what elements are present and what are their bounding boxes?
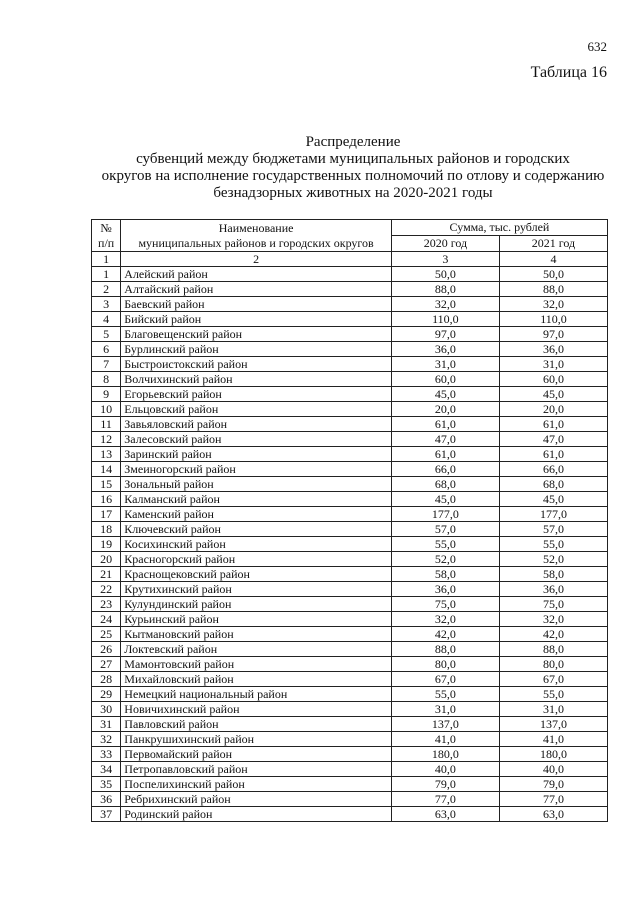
amount-2021: 50,0: [499, 267, 607, 282]
header-name-line: муниципальных районов и городских округов: [138, 235, 374, 250]
amount-2020: 88,0: [391, 642, 499, 657]
amount-2021: 36,0: [499, 342, 607, 357]
row-number: 3: [92, 297, 121, 312]
amount-2020: 55,0: [391, 537, 499, 552]
amount-2020: 66,0: [391, 462, 499, 477]
row-number: 34: [92, 762, 121, 777]
district-name: Залесовский район: [121, 432, 392, 447]
amount-2020: 80,0: [391, 657, 499, 672]
district-name: Змеиногорский район: [121, 462, 392, 477]
amount-2021: 177,0: [499, 507, 607, 522]
amount-2020: 75,0: [391, 597, 499, 612]
amount-2020: 58,0: [391, 567, 499, 582]
table-row: [92, 507, 608, 522]
district-name: Первомайский район: [121, 747, 392, 762]
amount-2020: 63,0: [391, 807, 499, 822]
header-name: [121, 220, 392, 252]
table-row: [92, 762, 608, 777]
amount-2020: 180,0: [391, 747, 499, 762]
row-number: 13: [92, 447, 121, 462]
amount-2021: 180,0: [499, 747, 607, 762]
district-name: Павловский район: [121, 717, 392, 732]
row-number: 19: [92, 537, 121, 552]
amount-2020: 137,0: [391, 717, 499, 732]
table-row: [92, 612, 608, 627]
amount-2021: 31,0: [499, 702, 607, 717]
amount-2020: 79,0: [391, 777, 499, 792]
amount-2021: 67,0: [499, 672, 607, 687]
row-number: 30: [92, 702, 121, 717]
district-name: Кытмановский район: [121, 627, 392, 642]
row-number: 6: [92, 342, 121, 357]
district-name: Новичихинский район: [121, 702, 392, 717]
table-row: [92, 297, 608, 312]
amount-2021: 42,0: [499, 627, 607, 642]
table-row: [92, 642, 608, 657]
district-name: Заринский район: [121, 447, 392, 462]
amount-2020: 40,0: [391, 762, 499, 777]
amount-2021: 68,0: [499, 477, 607, 492]
district-name: Крутихинский район: [121, 582, 392, 597]
table-label: Таблица 16: [530, 64, 607, 81]
table-row: [92, 627, 608, 642]
district-name: Косихинский район: [121, 537, 392, 552]
amount-2021: 41,0: [499, 732, 607, 747]
row-number: 14: [92, 462, 121, 477]
district-name: Алейский район: [121, 267, 392, 282]
amount-2020: 45,0: [391, 492, 499, 507]
district-name: Михайловский район: [121, 672, 392, 687]
header-name-line: Наименование: [218, 220, 294, 235]
title-line: округов на исполнение государственных полномочий по отлову и содержанию: [101, 168, 605, 184]
table-row: [92, 402, 608, 417]
table-row: [92, 372, 608, 387]
amount-2021: 57,0: [499, 522, 607, 537]
amount-2020: 36,0: [391, 582, 499, 597]
table-row: [92, 477, 608, 492]
table-row: [92, 597, 608, 612]
table-row: [92, 537, 608, 552]
header-year-2021: 2021 год: [499, 236, 607, 252]
table-row: [92, 282, 608, 297]
row-number: 36: [92, 792, 121, 807]
district-name: Родинский район: [121, 807, 392, 822]
amount-2021: 32,0: [499, 612, 607, 627]
row-number: 20: [92, 552, 121, 567]
district-name: Алтайский район: [121, 282, 392, 297]
amount-2021: 55,0: [499, 687, 607, 702]
amount-2020: 42,0: [391, 627, 499, 642]
district-name: Поспелихинский район: [121, 777, 392, 792]
amount-2021: 31,0: [499, 357, 607, 372]
row-number: 35: [92, 777, 121, 792]
subvention-table: [91, 219, 608, 822]
amount-2021: 20,0: [499, 402, 607, 417]
amount-2020: 88,0: [391, 282, 499, 297]
amount-2021: 66,0: [499, 462, 607, 477]
table-row: [92, 672, 608, 687]
row-number: 28: [92, 672, 121, 687]
row-number: 12: [92, 432, 121, 447]
amount-2020: 36,0: [391, 342, 499, 357]
row-number: 25: [92, 627, 121, 642]
district-name: Калманский район: [121, 492, 392, 507]
header-number: [92, 220, 121, 252]
row-number: 31: [92, 717, 121, 732]
header-year-2020: 2020 год: [391, 236, 499, 252]
district-name: Ельцовский район: [121, 402, 392, 417]
amount-2021: 61,0: [499, 447, 607, 462]
row-number: 2: [92, 282, 121, 297]
row-number: 10: [92, 402, 121, 417]
row-number: 24: [92, 612, 121, 627]
row-number: 27: [92, 657, 121, 672]
column-number: 4: [499, 252, 607, 267]
amount-2021: 47,0: [499, 432, 607, 447]
district-name: Ребрихинский район: [121, 792, 392, 807]
district-name: Каменский район: [121, 507, 392, 522]
amount-2021: 32,0: [499, 297, 607, 312]
table-row: [92, 342, 608, 357]
row-number: 17: [92, 507, 121, 522]
column-number: 3: [391, 252, 499, 267]
amount-2020: 61,0: [391, 447, 499, 462]
table-row: [92, 582, 608, 597]
table-row: [92, 777, 608, 792]
amount-2021: 137,0: [499, 717, 607, 732]
amount-2021: 79,0: [499, 777, 607, 792]
table-row: [92, 327, 608, 342]
amount-2020: 31,0: [391, 357, 499, 372]
column-number-row: [92, 252, 608, 267]
row-number: 18: [92, 522, 121, 537]
amount-2021: 52,0: [499, 552, 607, 567]
title-line: безнадзорных животных на 2020-2021 годы: [213, 185, 493, 201]
table-row: [92, 492, 608, 507]
district-name: Баевский район: [121, 297, 392, 312]
amount-2020: 110,0: [391, 312, 499, 327]
amount-2021: 80,0: [499, 657, 607, 672]
district-name: Егорьевский район: [121, 387, 392, 402]
district-name: Благовещенский район: [121, 327, 392, 342]
table-row: [92, 417, 608, 432]
table-row: [92, 387, 608, 402]
row-number: 26: [92, 642, 121, 657]
row-number: 9: [92, 387, 121, 402]
district-name: Завьяловский район: [121, 417, 392, 432]
row-number: 32: [92, 732, 121, 747]
amount-2020: 47,0: [391, 432, 499, 447]
row-number: 37: [92, 807, 121, 822]
district-name: Немецкий национальный район: [121, 687, 392, 702]
district-name: Бурлинский район: [121, 342, 392, 357]
amount-2020: 20,0: [391, 402, 499, 417]
amount-2021: 75,0: [499, 597, 607, 612]
table-row: [92, 567, 608, 582]
district-name: Бийский район: [121, 312, 392, 327]
table-row: [92, 312, 608, 327]
district-name: Зональный район: [121, 477, 392, 492]
table-row: [92, 702, 608, 717]
amount-2021: 77,0: [499, 792, 607, 807]
row-number: 21: [92, 567, 121, 582]
amount-2021: 45,0: [499, 492, 607, 507]
amount-2021: 88,0: [499, 282, 607, 297]
table-row: [92, 432, 608, 447]
title-line: субвенций между бюджетами муниципальных районов и городских: [136, 151, 570, 167]
amount-2020: 67,0: [391, 672, 499, 687]
amount-2020: 68,0: [391, 477, 499, 492]
district-name: Мамонтовский район: [121, 657, 392, 672]
district-name: Курьинский район: [121, 612, 392, 627]
amount-2020: 50,0: [391, 267, 499, 282]
header-number-line: №: [100, 220, 112, 235]
table-row: [92, 717, 608, 732]
table-row: [92, 747, 608, 762]
district-name: Красногорский район: [121, 552, 392, 567]
amount-2020: 45,0: [391, 387, 499, 402]
amount-2021: 55,0: [499, 537, 607, 552]
table-body: [92, 267, 608, 822]
table-row: [92, 657, 608, 672]
table-row: [92, 792, 608, 807]
amount-2021: 88,0: [499, 642, 607, 657]
amount-2021: 40,0: [499, 762, 607, 777]
amount-2020: 60,0: [391, 372, 499, 387]
column-number: 2: [121, 252, 392, 267]
district-name: Краснощековский район: [121, 567, 392, 582]
row-number: 22: [92, 582, 121, 597]
table-row: [92, 522, 608, 537]
amount-2021: 63,0: [499, 807, 607, 822]
table-row: [92, 687, 608, 702]
district-name: Панкрушихинский район: [121, 732, 392, 747]
table-row: [92, 357, 608, 372]
amount-2021: 97,0: [499, 327, 607, 342]
row-number: 33: [92, 747, 121, 762]
row-number: 29: [92, 687, 121, 702]
amount-2020: 32,0: [391, 612, 499, 627]
amount-2020: 61,0: [391, 417, 499, 432]
amount-2020: 31,0: [391, 702, 499, 717]
amount-2021: 36,0: [499, 582, 607, 597]
district-name: Волчихинский район: [121, 372, 392, 387]
table-row: [92, 267, 608, 282]
header-sum: Сумма, тыс. рублей: [391, 220, 607, 236]
amount-2021: 60,0: [499, 372, 607, 387]
header-number-line: п/п: [98, 235, 115, 250]
document-title: [96, 134, 610, 202]
amount-2020: 52,0: [391, 552, 499, 567]
district-name: Кулундинский район: [121, 597, 392, 612]
row-number: 4: [92, 312, 121, 327]
row-number: 7: [92, 357, 121, 372]
amount-2020: 97,0: [391, 327, 499, 342]
title-line: Распределение: [305, 134, 401, 150]
district-name: Быстроистокский район: [121, 357, 392, 372]
row-number: 5: [92, 327, 121, 342]
amount-2020: 77,0: [391, 792, 499, 807]
row-number: 15: [92, 477, 121, 492]
amount-2021: 45,0: [499, 387, 607, 402]
district-name: Петропавловский район: [121, 762, 392, 777]
amount-2021: 110,0: [499, 312, 607, 327]
table-row: [92, 732, 608, 747]
amount-2021: 61,0: [499, 417, 607, 432]
amount-2020: 55,0: [391, 687, 499, 702]
page-number: 632: [587, 39, 607, 54]
amount-2020: 57,0: [391, 522, 499, 537]
row-number: 11: [92, 417, 121, 432]
row-number: 1: [92, 267, 121, 282]
column-number: 1: [92, 252, 121, 267]
table-row: [92, 552, 608, 567]
amount-2020: 177,0: [391, 507, 499, 522]
header-row: [92, 220, 608, 236]
district-name: Локтевский район: [121, 642, 392, 657]
amount-2020: 41,0: [391, 732, 499, 747]
amount-2020: 32,0: [391, 297, 499, 312]
row-number: 8: [92, 372, 121, 387]
table-row: [92, 462, 608, 477]
table-row: [92, 807, 608, 822]
row-number: 23: [92, 597, 121, 612]
table-row: [92, 447, 608, 462]
row-number: 16: [92, 492, 121, 507]
district-name: Ключевский район: [121, 522, 392, 537]
amount-2021: 58,0: [499, 567, 607, 582]
